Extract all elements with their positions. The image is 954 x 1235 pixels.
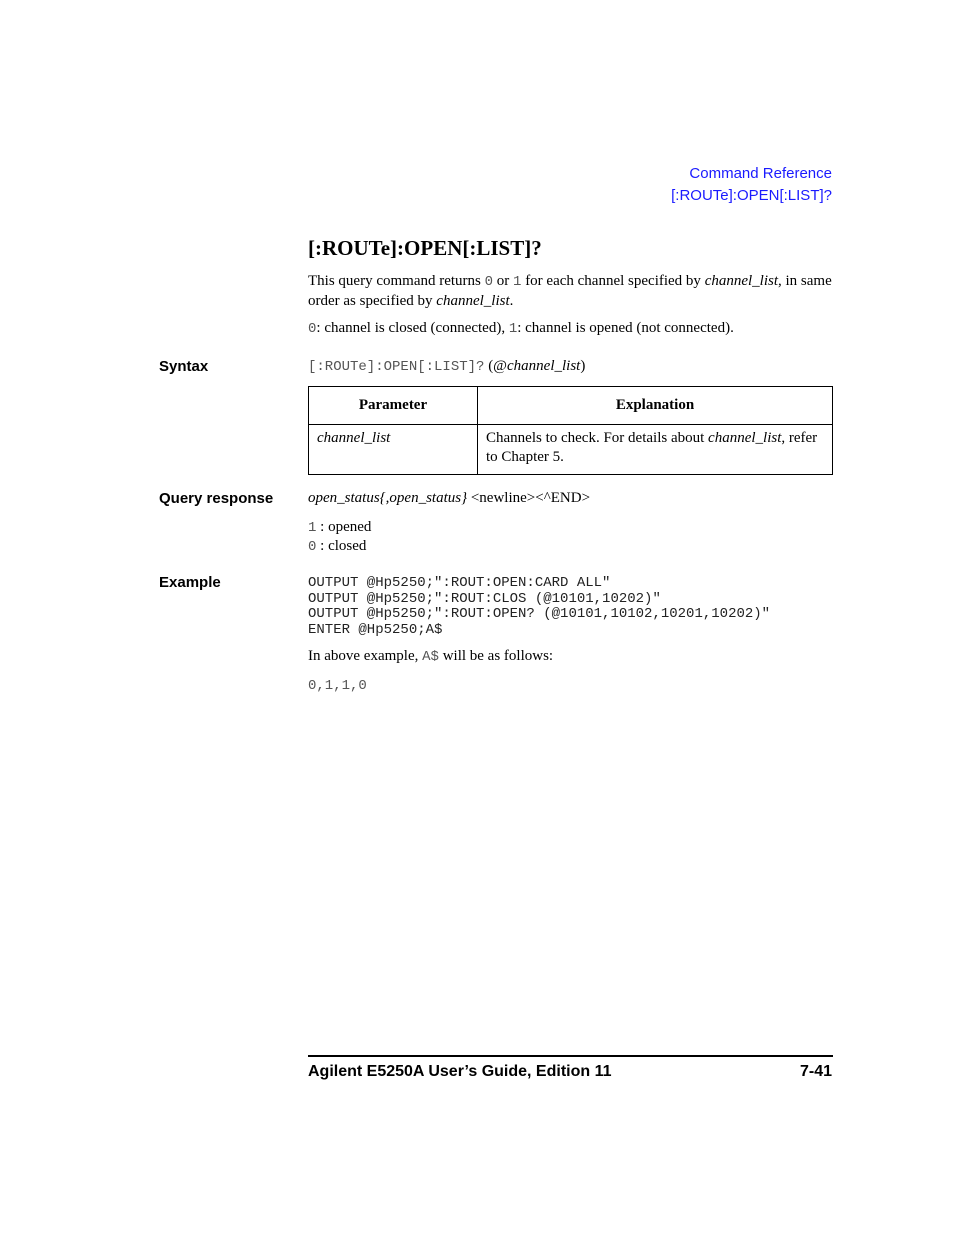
- header-command: [:ROUTe]:OPEN[:LIST]?: [671, 187, 832, 204]
- table-header-row: [309, 387, 833, 425]
- syntax-code: [:ROUTe]:OPEN[:LIST]?: [308, 359, 485, 375]
- page-title: [:ROUTe]:OPEN[:LIST]?: [308, 236, 542, 260]
- response-text: : closed: [316, 538, 367, 554]
- table-cell-explanation: [478, 425, 833, 475]
- example-result: [308, 676, 838, 696]
- status-code: 1: [508, 321, 518, 337]
- syntax-text: (@: [484, 358, 507, 374]
- response-format: open_status{,open_status}: [308, 490, 468, 506]
- response-terminator: <newline><^END>: [467, 490, 591, 506]
- code-line: OUTPUT @Hp5250;":ROUT:OPEN:CARD ALL": [308, 575, 611, 591]
- table-header: Explanation: [478, 387, 833, 425]
- response-value-opened: [308, 518, 838, 538]
- intro-text: .: [509, 293, 514, 309]
- response-text: : opened: [316, 519, 372, 535]
- intro-text: , in same order as specified by: [308, 273, 832, 309]
- note-text: will be as follows:: [438, 648, 554, 664]
- explanation-text: Channels to check. For details about: [486, 430, 709, 446]
- header-section: Command Reference: [689, 165, 832, 182]
- code-line: ENTER @Hp5250;A$: [308, 621, 443, 638]
- query-response-label: Query response: [159, 490, 274, 507]
- parameter-table: [308, 386, 833, 475]
- status-text: : channel is opened (not connected).: [517, 320, 734, 336]
- intro-param: channel_list: [704, 273, 779, 289]
- table-cell-param: [309, 425, 478, 475]
- result-code: 0,1,1,0: [308, 678, 367, 694]
- table-row: [309, 425, 833, 475]
- footer-title: Agilent E5250A User’s Guide, Edition 11: [308, 1063, 612, 1080]
- intro-code: 0: [484, 274, 494, 290]
- param-name: channel_list: [317, 430, 391, 446]
- note-text: In above example,: [308, 648, 423, 664]
- syntax-line: [308, 357, 838, 377]
- page-number: 7-41: [799, 1063, 832, 1080]
- status-meaning: [308, 319, 838, 339]
- response-code: 0: [308, 539, 317, 555]
- code-line: OUTPUT @Hp5250;":ROUT:OPEN? (@10101,10102,10201,10202)": [308, 606, 771, 622]
- intro-text: This query command returns: [308, 273, 485, 289]
- response-value-closed: [308, 537, 838, 557]
- explanation-text: , refer to Chapter 5.: [486, 430, 818, 465]
- syntax-label: Syntax: [159, 358, 209, 375]
- query-response-format: [308, 489, 838, 508]
- example-label: Example: [159, 574, 221, 591]
- example-note: [308, 647, 838, 667]
- table-header: Parameter: [309, 387, 478, 425]
- note-code: A$: [422, 649, 439, 665]
- example-code-block: [308, 576, 770, 638]
- intro-text: or: [493, 273, 514, 289]
- syntax-param: channel_list: [507, 358, 581, 374]
- intro-param: channel_list: [436, 293, 510, 309]
- footer-rule: [308, 1055, 833, 1057]
- syntax-text: ): [580, 358, 586, 374]
- explanation-param: channel_list: [708, 430, 782, 446]
- code-line: OUTPUT @Hp5250;":ROUT:CLOS (@10101,10202)": [308, 590, 661, 607]
- intro-text: for each channel specified by: [521, 273, 705, 289]
- status-text: : channel is closed (connected),: [316, 320, 509, 336]
- response-code: 1: [308, 520, 317, 536]
- intro-code: 1: [513, 274, 522, 290]
- intro-paragraph: [308, 272, 838, 311]
- status-code: 0: [308, 321, 317, 337]
